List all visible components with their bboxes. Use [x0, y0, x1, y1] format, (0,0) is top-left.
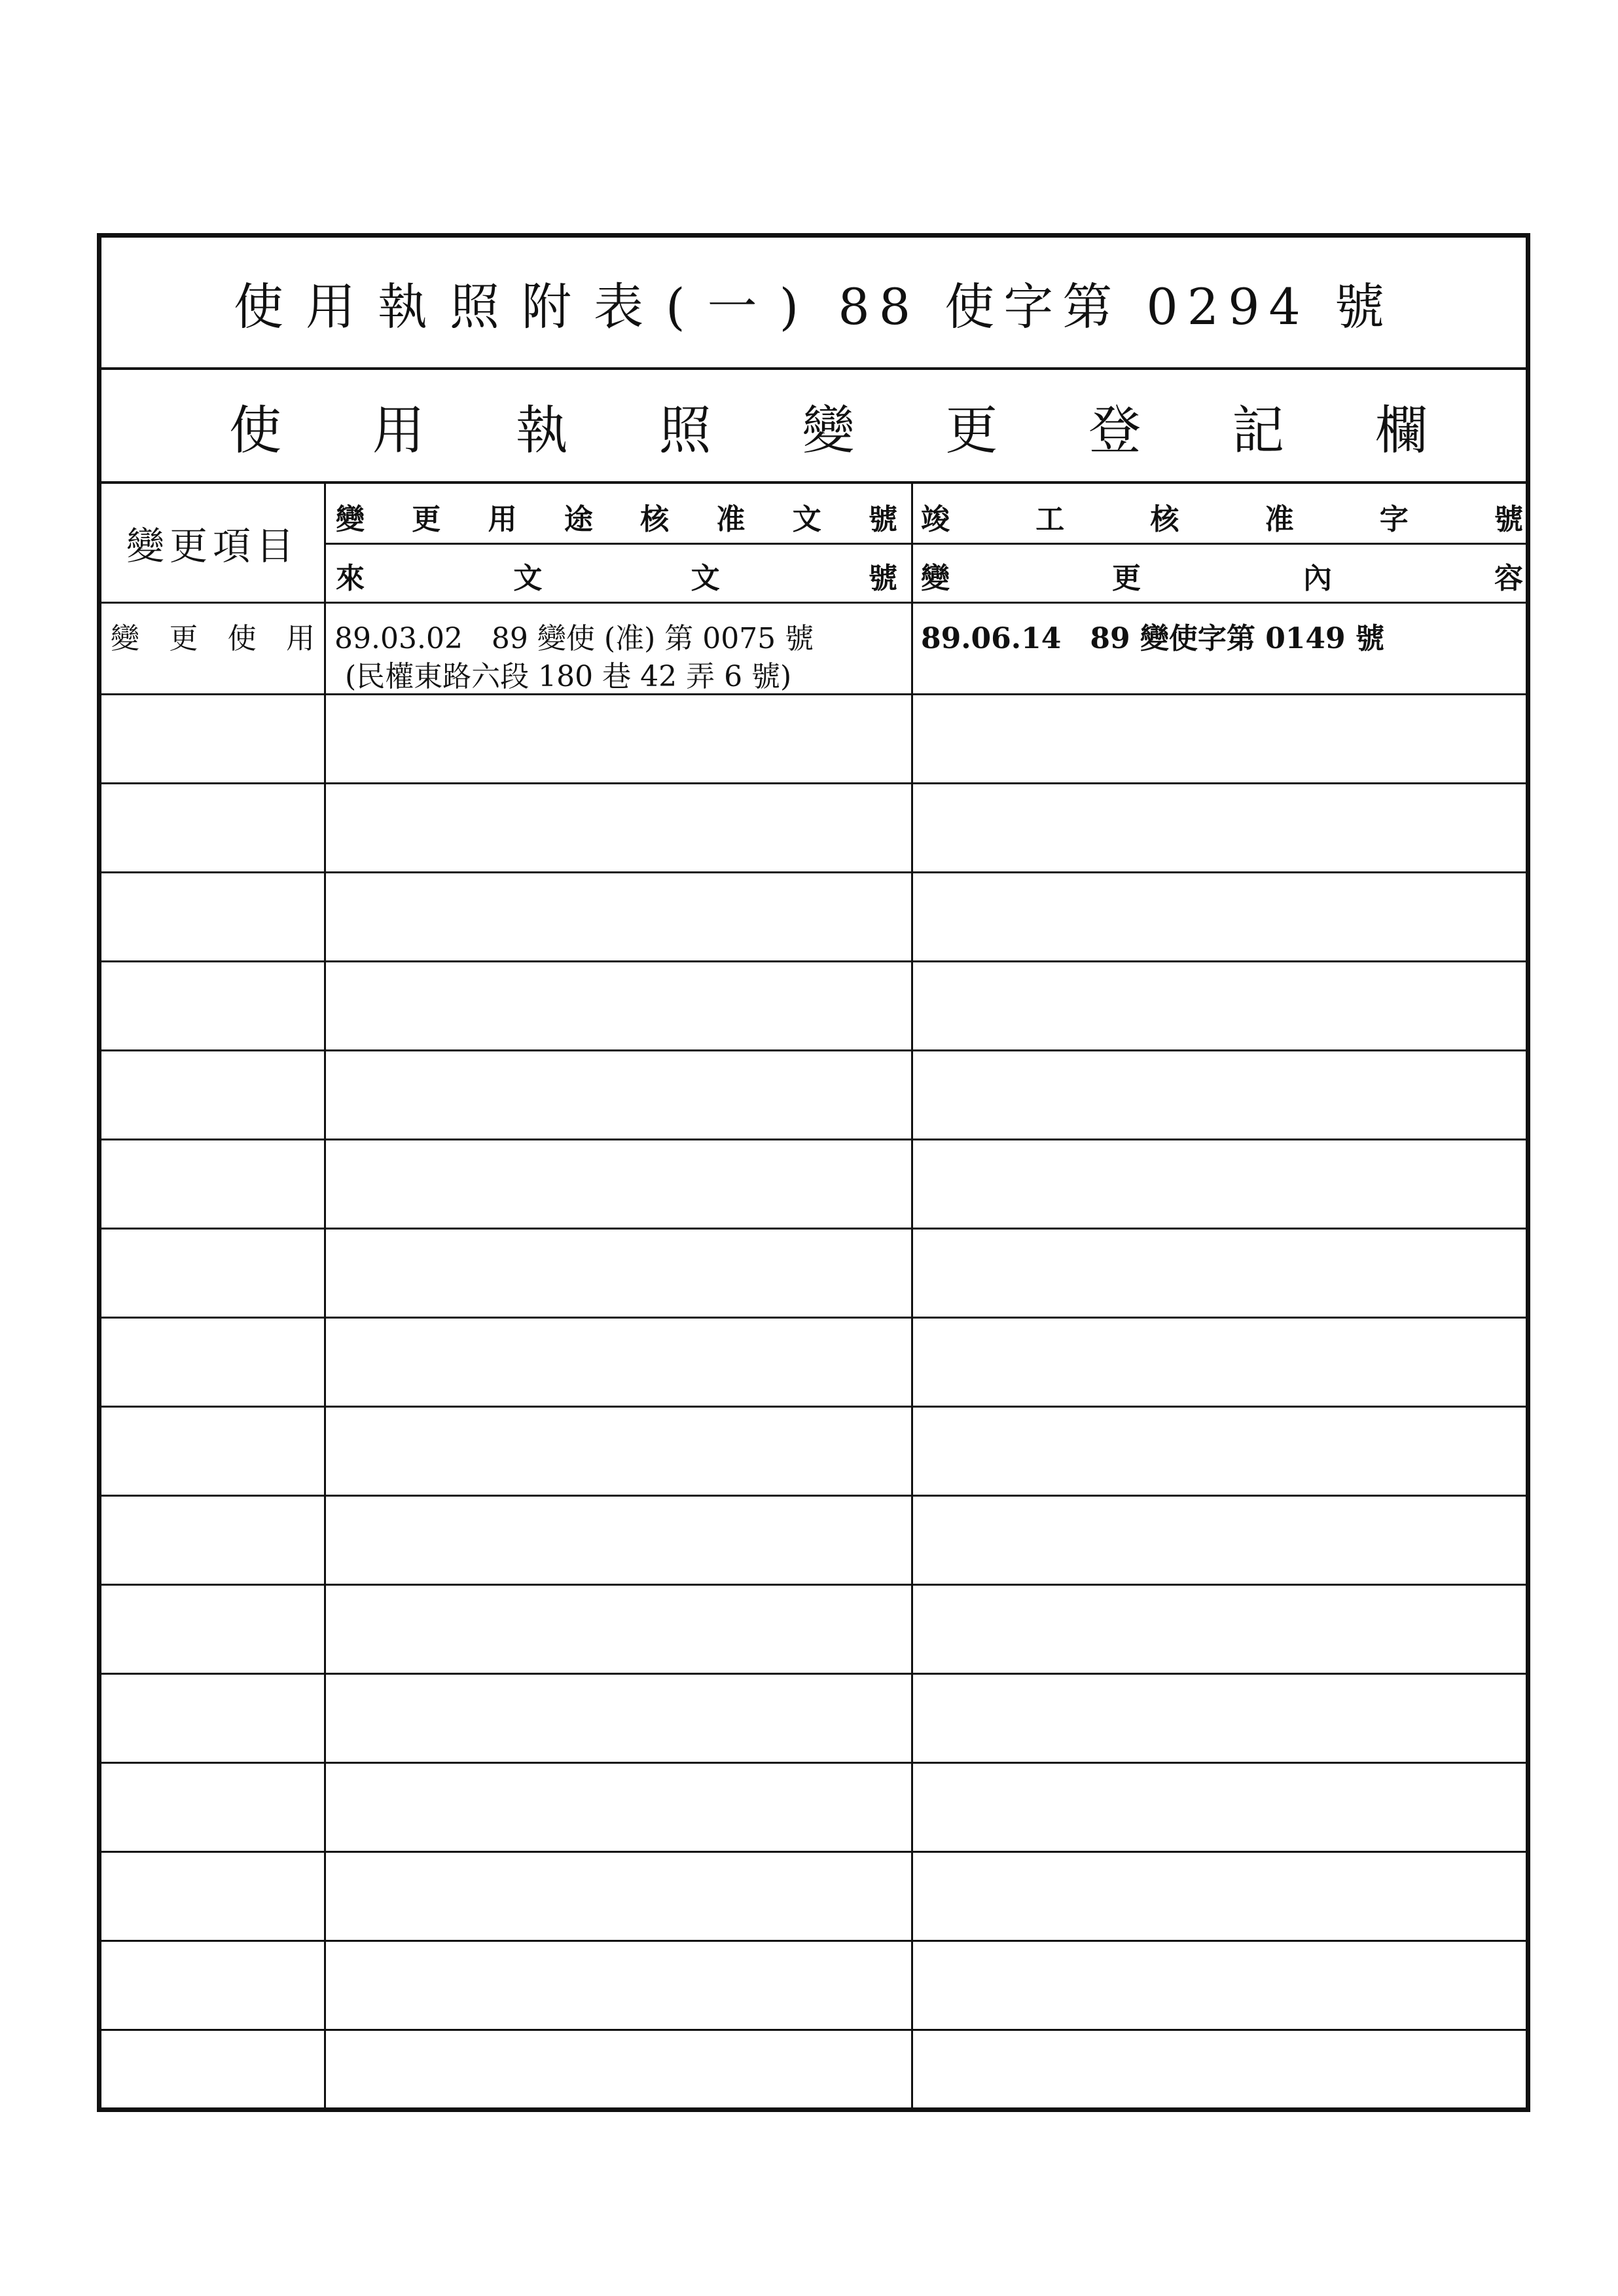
approval-doc-no-header	[336, 496, 897, 538]
header-char: 途	[564, 503, 593, 536]
subtitle-char: 變	[802, 399, 855, 461]
subtitle-char: 使	[229, 399, 281, 461]
header-char: 來	[336, 562, 365, 595]
subtitle-char: 照	[658, 399, 711, 461]
row-line	[101, 1139, 1526, 1140]
header-subdivider	[324, 543, 1526, 545]
header-char: 文	[513, 562, 543, 595]
item-char: 用	[285, 622, 315, 655]
item-char: 變	[111, 622, 139, 655]
item-char: 使	[227, 622, 257, 655]
column-divider	[911, 484, 913, 2107]
header-char: 竣	[921, 503, 950, 536]
item-char: 更	[169, 622, 198, 655]
row-line	[101, 871, 1526, 873]
row-line	[101, 1317, 1526, 1319]
header-char: 文	[792, 503, 821, 536]
row-address: (民權東路六段 180 巷 42 弄 6 號)	[345, 660, 792, 693]
form-title	[101, 238, 1526, 370]
row-line	[101, 1584, 1526, 1586]
row-line	[101, 1228, 1526, 1230]
header-char: 准	[1265, 503, 1294, 536]
header-char: 號	[868, 562, 897, 595]
header-char: 用	[488, 503, 517, 536]
subtitle-char: 更	[945, 399, 998, 461]
row-line	[101, 693, 1526, 695]
usage-permit-form	[97, 233, 1530, 2112]
header-char: 變	[336, 503, 365, 536]
row-line	[101, 2029, 1526, 2031]
row-line	[101, 1406, 1526, 1408]
row-line	[101, 960, 1526, 962]
header-char: 變	[921, 562, 950, 595]
subtitle-char: 用	[372, 399, 425, 461]
change-item-header: 變更項目	[126, 524, 299, 568]
row-completion-approval-no: 89.06.14 89 變使字第 0149 號	[921, 622, 1384, 655]
header-char: 核	[1150, 503, 1179, 536]
header-char: 號	[868, 503, 897, 536]
header-char: 工	[1035, 503, 1065, 536]
row-line	[101, 1673, 1526, 1675]
row-line	[101, 1940, 1526, 1942]
row-line	[101, 782, 1526, 784]
form-subtitle	[101, 370, 1526, 484]
subtitle-char: 記	[1232, 399, 1285, 461]
header-char: 文	[691, 562, 720, 595]
header-char: 容	[1494, 562, 1523, 595]
header-char: 核	[640, 503, 670, 536]
header-char: 更	[1112, 562, 1141, 595]
change-content-header	[921, 555, 1523, 596]
row-line	[101, 602, 1526, 604]
completion-approval-no-header	[921, 496, 1523, 538]
row-line	[101, 1762, 1526, 1764]
header-char: 字	[1379, 503, 1409, 536]
subtitle-char: 欄	[1375, 399, 1428, 461]
row-line	[101, 1851, 1526, 1853]
subtitle-char: 執	[515, 399, 568, 461]
header-char: 內	[1303, 562, 1332, 595]
header-char: 更	[412, 503, 441, 536]
row-line	[101, 1049, 1526, 1051]
row-change-item	[111, 615, 315, 657]
row-line	[101, 1495, 1526, 1497]
subtitle-char: 登	[1088, 399, 1142, 461]
form-title-main: 使用執照附表(一)	[234, 277, 821, 336]
header-char: 准	[716, 503, 746, 536]
row-approval-doc-no: 89.03.02 89 變使 (准) 第 0075 號	[334, 622, 814, 655]
permit-number: 88 使字第 0294 號	[838, 277, 1393, 336]
incoming-doc-no-header	[336, 555, 897, 596]
record-grid	[101, 484, 1526, 2107]
header-char: 號	[1494, 503, 1523, 536]
column-divider	[324, 484, 326, 2107]
